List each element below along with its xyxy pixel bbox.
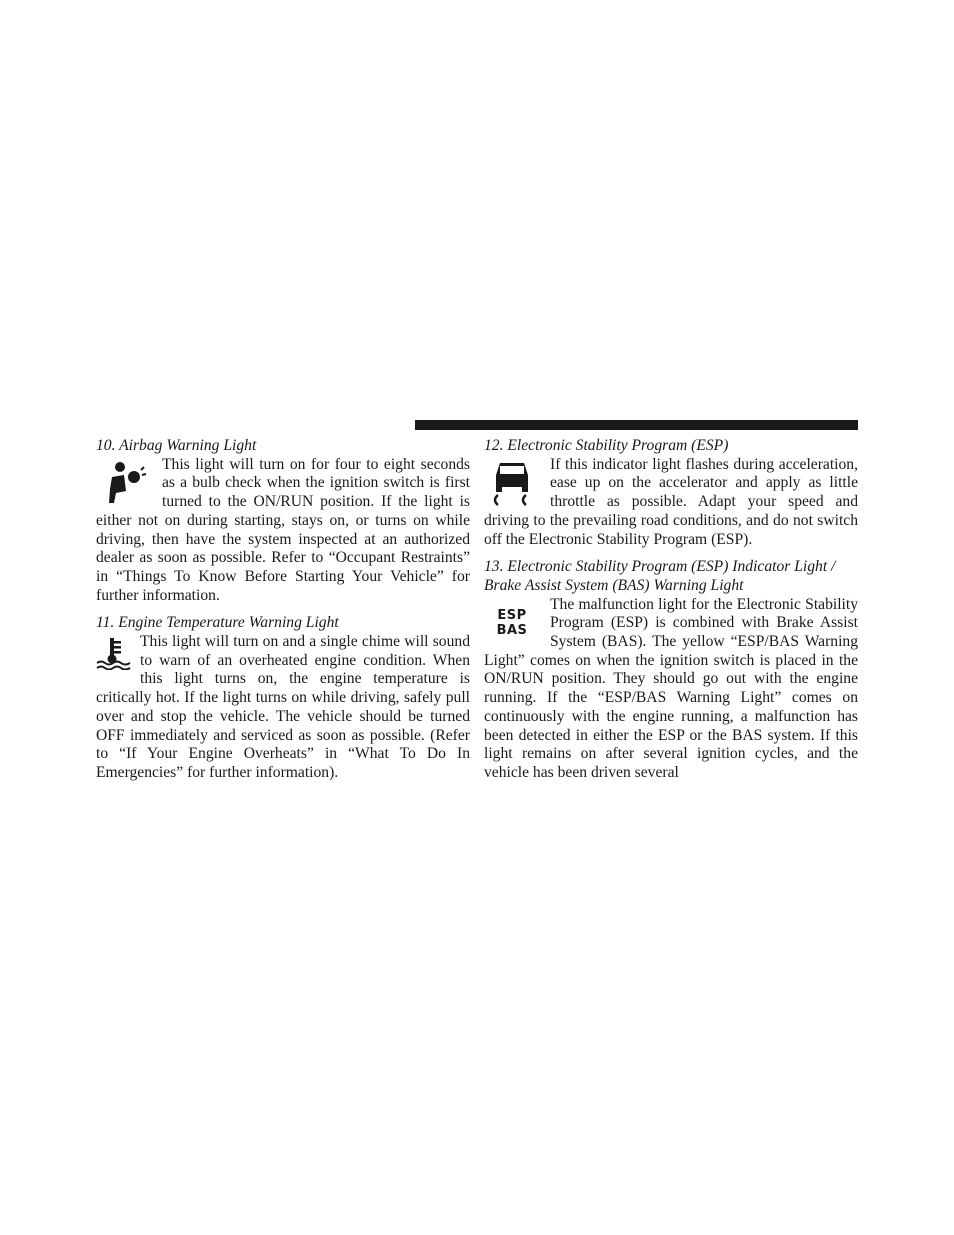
esp-bas-icon	[484, 600, 540, 646]
section-heading: 12. Electronic Stability Program (ESP)	[484, 437, 729, 454]
section-body: This light will turn on for four to eight seconds as a bulb check when the ignition switch is first turned to the ON/RUN position. If the light is either not on during starting, stays on, or turns on while driving, then have the system inspected at an authorized dealer as soon as possible. Refer to “Occupant Restraints” in “Things To Know Before Starting Your Vehicle” for further information.	[96, 455, 470, 604]
esp-label: ESP	[497, 607, 527, 623]
section-esp-bas-warning	[484, 558, 858, 782]
airbag-icon	[96, 456, 150, 508]
bas-label: BAS	[496, 622, 528, 638]
section-engine-temperature	[96, 614, 470, 782]
header-rule	[415, 420, 858, 430]
section-heading: 11. Engine Temperature Warning Light	[96, 614, 339, 632]
section-esp	[484, 437, 858, 549]
engine-temperature-icon	[96, 635, 132, 671]
section-heading: 13. Electronic Stability Program (ESP) Indicator Light / Brake Assist System (BAS) Warning Light	[484, 558, 836, 594]
section-body: This light will turn on and a single chime will sound to warn of an overheated engine condition. When this light turns on, the engine temperature is critically hot. If the light turns on while driving, safely pull over and stop the vehicle. The vehicle should be turned OFF immediately and serviced as soon as possible. (Refer to “If Your Engine Overheats” in “What To Do In Emergencies” for further information).	[96, 633, 470, 781]
left-column	[96, 437, 470, 792]
section-body: If this indicator light flashes during acceleration, ease up on the accelerator and apply as little throttle as possible. Adapt your speed and driving to the prevailing road conditions, and do not switch off the Electronic Stability Program (ESP).	[484, 455, 858, 548]
skidding-car-icon	[484, 456, 540, 508]
section-heading: 10. Airbag Warning Light	[96, 437, 257, 454]
section-airbag-warning	[96, 437, 470, 605]
section-body: The malfunction light for the Electronic Stability Program (ESP) is combined with Brake Assist System (BAS). The yellow “ESP/BAS Warning Light” comes on when the ignition switch is placed in the ON/RUN position. They should go out with the engine running. If the “ESP/BAS Warning Light” comes on continuously with the engine running, a malfunction has been detected in either the ESP or the BAS system. If this light remains on after several ignition cycles, and the vehicle has been driven several	[484, 595, 858, 781]
right-column	[484, 437, 858, 792]
